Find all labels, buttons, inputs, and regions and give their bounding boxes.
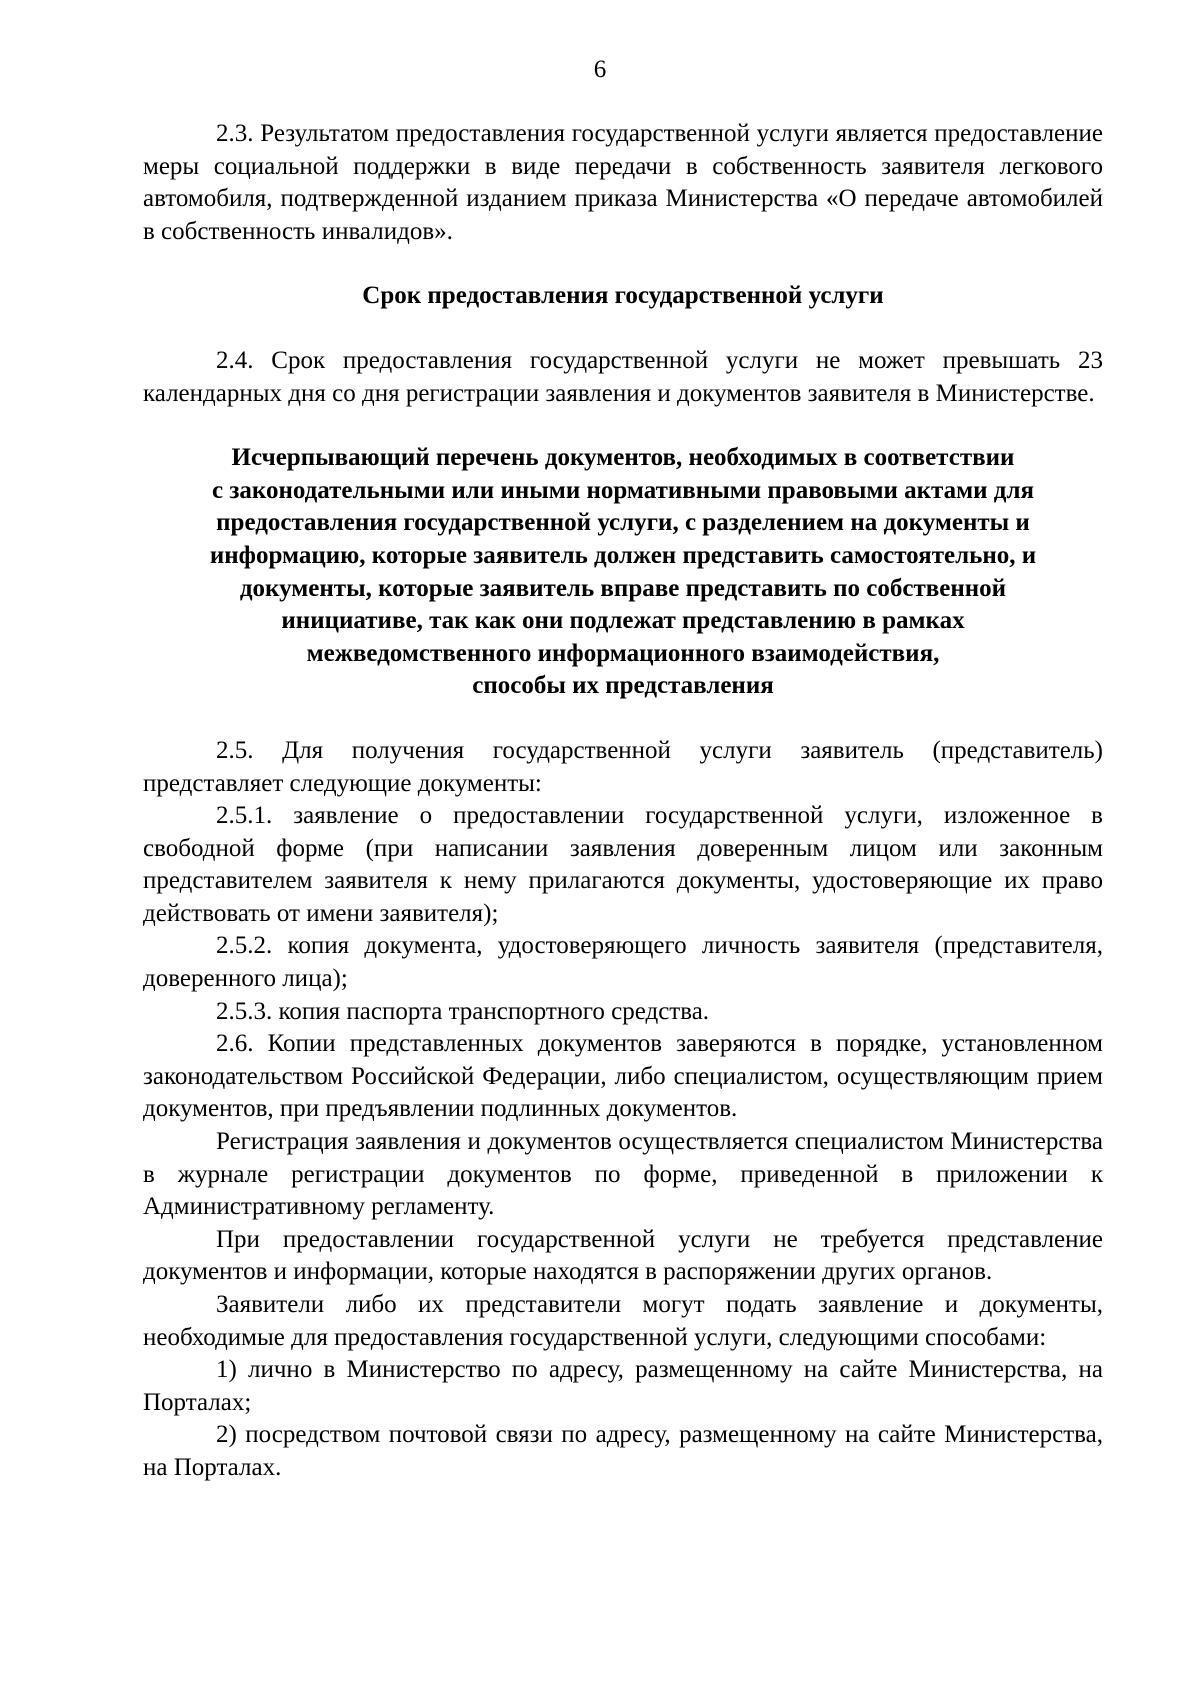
heading-line: информацию, которые заявитель должен представить самостоятельно, и: [209, 541, 1037, 569]
heading-line: способы их представления: [472, 672, 774, 700]
heading-line: Исчерпывающий перечень документов, необходимых в соответствии: [231, 444, 1015, 472]
heading-line: межведомственного информационного взаимодействия,: [306, 639, 940, 667]
document-body: [143, 118, 1103, 1485]
paragraph-2-3: 2.3. Результатом предоставления государственной услуги является предоставление меры социальной поддержки в виде передачи в собственность заявителя легкового автомобиля, подтвержденной изданием приказа Министерства «О передаче автомобилей в собственность инвалидов».: [143, 120, 1103, 245]
heading-line: предоставления государственной услуги, с разделением на документы и: [216, 509, 1030, 537]
heading-line: с законодательными или иными нормативными правовыми актами для: [212, 476, 1034, 504]
paragraph-2-4: 2.4. Срок предоставления государственной услуги не может превышать 23 календарных дня со дня регистрации заявления и документов заявителя в Министерстве.: [143, 346, 1103, 407]
paragraph-method-2: 2) посредством почтовой связи по адресу, размещенному на сайте Министерства, на Порталах.: [143, 1421, 1103, 1481]
paragraph-submission-methods: Заявители либо их представители могут подать заявление и документы, необходимые для предоставления государственной услуги, следующими способами:: [143, 1291, 1103, 1351]
page-number: 6: [593, 56, 607, 83]
paragraph-2-5: 2.5. Для получения государственной услуги заявитель (представитель) представляет следующие документы:: [143, 736, 1103, 797]
heading-line: инициативе, так как они подлежат представлению в рамках: [281, 607, 965, 635]
paragraph-2-6: 2.6. Копии представленных документов заверяются в порядке, установленном законодательством Российской Федерации, либо специалистом, осуществляющим прием документов, при предъявлении подлинных документов.: [143, 1030, 1103, 1123]
paragraph-no-request: При предоставлении государственной услуги не требуется представление документов и информации, которые находятся в распоряжении других органов.: [143, 1225, 1103, 1286]
paragraph-2-5-1: 2.5.1. заявление о предоставлении государственной услуги, изложенное в свободной форме (при написании заявления доверенным лицом или законным представителем заявителя к нему прилагаются документы, удостоверяющие их право действовать от имени заявителя);: [143, 802, 1103, 927]
section-heading-documents: [143, 442, 1103, 703]
paragraph-method-1: 1) лично в Министерство по адресу, размещенному на сайте Министерства, на Порталах;: [143, 1356, 1103, 1416]
section-heading-term: Срок предоставления государственной услуги: [362, 282, 884, 310]
heading-line: документы, которые заявитель вправе представить по собственной: [239, 574, 1007, 602]
paragraph-2-5-2: 2.5.2. копия документа, удостоверяющего личность заявителя (представителя, доверенного лица);: [143, 932, 1103, 993]
paragraph-2-5-3: 2.5.3. копия паспорта транспортного средства.: [216, 997, 710, 1025]
paragraph-registration: Регистрация заявления и документов осуществляется специалистом Министерства в журнале регистрации документов по форме, приведенной в приложении к Административному регламенту.: [143, 1128, 1103, 1221]
